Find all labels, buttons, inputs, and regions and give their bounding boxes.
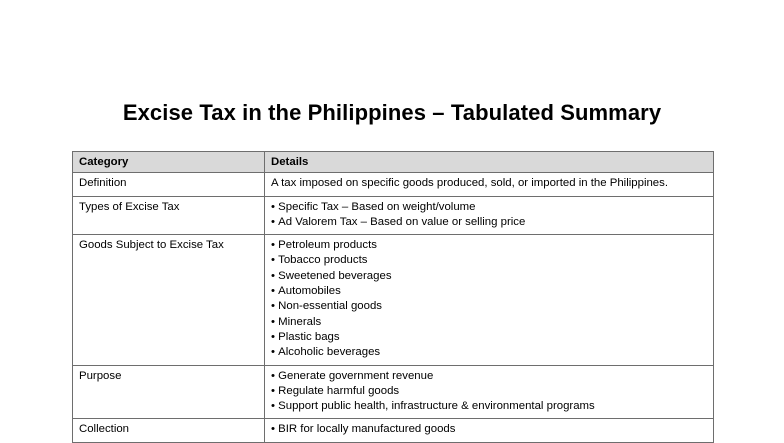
column-header-details: Details bbox=[265, 152, 714, 173]
table-header-row bbox=[73, 152, 714, 173]
bullet-item: • Ad Valorem Tax – Based on value or selling price bbox=[271, 215, 707, 230]
bullet-item: • Generate government revenue bbox=[271, 369, 707, 384]
details-cell bbox=[265, 235, 714, 365]
bullet-item: • Automobiles bbox=[271, 284, 707, 299]
detail-text: A tax imposed on specific goods produced, sold, or imported in the Philippines. bbox=[271, 177, 669, 190]
bullet-item: • Plastic bags bbox=[271, 330, 707, 345]
excise-tax-table bbox=[72, 151, 714, 443]
details-cell bbox=[265, 365, 714, 419]
bullet-item: • Specific Tax – Based on weight/volume bbox=[271, 200, 707, 215]
category-cell: Definition bbox=[73, 173, 265, 196]
page-title: Excise Tax in the Philippines – Tabulated Summary bbox=[122, 100, 662, 125]
table-row bbox=[73, 173, 714, 196]
bullet-item: • Non-essential goods bbox=[271, 299, 707, 314]
table-row bbox=[73, 235, 714, 365]
category-cell: Types of Excise Tax bbox=[73, 196, 265, 235]
category-cell: Goods Subject to Excise Tax bbox=[73, 235, 265, 365]
column-header-category: Category bbox=[73, 152, 265, 173]
bullet-item: • BIR for locally manufactured goods bbox=[271, 422, 707, 437]
bullet-item: • Minerals bbox=[271, 315, 707, 330]
table-row bbox=[73, 365, 714, 419]
table-body bbox=[73, 173, 714, 442]
bullet-item: • Regulate harmful goods bbox=[271, 384, 707, 399]
bullet-item: • Sweetened beverages bbox=[271, 269, 707, 284]
category-cell: Purpose bbox=[73, 365, 265, 419]
table-row bbox=[73, 196, 714, 235]
bullet-item: • Alcoholic beverages bbox=[271, 345, 707, 360]
bullet-item: • Petroleum products bbox=[271, 238, 707, 253]
details-cell bbox=[265, 196, 714, 235]
category-cell: Collection bbox=[73, 419, 265, 442]
details-cell bbox=[265, 419, 714, 442]
table-row bbox=[73, 419, 714, 442]
bullet-item: • Tobacco products bbox=[271, 253, 707, 268]
details-cell bbox=[265, 173, 714, 196]
bullet-item: • Support public health, infrastructure & environmental programs bbox=[271, 399, 707, 414]
